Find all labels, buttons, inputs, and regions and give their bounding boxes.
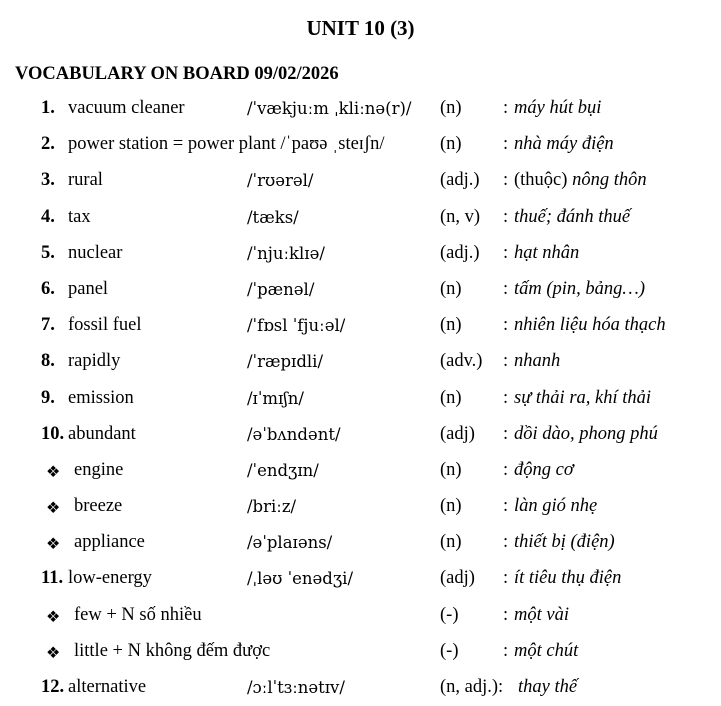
entry-word: nuclear — [68, 242, 123, 263]
entry-part-of-speech: (n, adj.): — [440, 677, 504, 697]
entry-separator: : — [503, 604, 509, 625]
entry-separator: : — [503, 496, 509, 517]
entry-separator: : — [503, 242, 509, 263]
entry-meaning-text: máy hút bụi — [514, 98, 602, 118]
entry-pronunciation: /ɪˈmɪʃn/ — [247, 388, 304, 408]
entry-pronunciation: /ˌləʊ ˈenədʒi/ — [247, 569, 354, 589]
entry-meaning — [518, 677, 577, 698]
vocab-entry — [0, 561, 721, 597]
entry-meaning — [514, 532, 615, 553]
entry-meaning-text: thuế; đánh thuế — [514, 206, 631, 227]
vocab-entry — [0, 344, 721, 380]
entry-pronunciation: /ˈpænəl/ — [247, 279, 315, 299]
entry-pronunciation: /ˈræpɪdli/ — [247, 352, 324, 372]
vocab-entry — [0, 272, 721, 308]
entry-meaning-text: thay thế — [518, 677, 578, 697]
entry-word: tax — [68, 206, 91, 227]
entry-meaning-text: dồi dào, phong phú — [514, 423, 658, 444]
entry-part-of-speech: (n, v) — [440, 206, 481, 227]
entry-part-of-speech: (n) — [440, 387, 462, 408]
entry-number: 9. — [41, 387, 55, 408]
diamond-bullet-icon: ❖ — [46, 608, 61, 626]
entry-part-of-speech: (adj) — [440, 423, 475, 444]
entry-word: appliance — [74, 532, 145, 553]
entry-pronunciation: /ˈnjuːklɪə/ — [247, 243, 325, 263]
vocab-entry — [0, 525, 721, 561]
entry-meaning-text: làn gió nhẹ — [514, 496, 598, 517]
diamond-bullet-icon: ❖ — [46, 500, 61, 518]
entry-separator: : — [503, 98, 509, 118]
vocab-entry — [0, 417, 721, 453]
entry-word: power station = power plant /ˈpaʊə ˌsteɪʃn/ — [68, 134, 385, 155]
entry-separator: : — [503, 532, 509, 553]
vocab-entry — [0, 634, 721, 670]
entry-separator: : — [503, 206, 509, 227]
diamond-bullet-icon: ❖ — [46, 536, 61, 554]
entry-meaning — [514, 496, 597, 517]
entry-meaning-prefix: (thuộc) — [514, 170, 573, 191]
entry-meaning — [514, 351, 560, 372]
entry-meaning-text: nhanh — [514, 351, 561, 372]
entry-part-of-speech: (-) — [440, 640, 459, 661]
entry-part-of-speech: (adv.) — [440, 351, 483, 372]
entry-meaning — [514, 170, 647, 191]
entry-word: breeze — [74, 496, 123, 517]
entry-meaning-text: sự thải ra, khí thải — [514, 387, 652, 408]
entry-separator: : — [503, 423, 509, 444]
entry-separator: : — [503, 134, 509, 155]
entry-separator: : — [503, 170, 509, 191]
vocab-entry — [0, 200, 721, 236]
vocab-entry — [0, 308, 721, 344]
entry-part-of-speech: (n) — [440, 496, 462, 517]
entry-meaning — [514, 388, 651, 409]
entry-word: low-energy — [68, 568, 152, 589]
entry-meaning — [514, 568, 621, 589]
entry-pronunciation: /ˈfɒsl ˈfjuːəl/ — [247, 316, 346, 336]
entry-word: fossil fuel — [68, 315, 142, 336]
entry-word: panel — [68, 278, 109, 299]
entry-meaning-text: thiết bị (điện) — [514, 532, 615, 553]
entry-meaning — [514, 424, 658, 445]
entry-part-of-speech: (adj.) — [440, 170, 480, 191]
entry-meaning-text: động cơ — [514, 459, 574, 480]
entry-meaning-text: ít tiêu thụ điện — [514, 568, 622, 589]
entry-meaning — [514, 98, 601, 119]
entry-word: vacuum cleaner — [68, 98, 185, 118]
vocab-entry — [0, 453, 721, 489]
entry-meaning-text: nhà máy điện — [514, 134, 614, 155]
vocabulary-heading: VOCABULARY ON BOARD 09/02/2026 — [15, 64, 339, 84]
entry-meaning-text: nông thôn — [572, 170, 647, 191]
vocab-entry — [0, 381, 721, 417]
entry-number: 5. — [41, 242, 55, 263]
diamond-bullet-icon: ❖ — [46, 463, 61, 481]
entry-meaning — [514, 207, 630, 228]
entry-part-of-speech: (n) — [440, 532, 462, 553]
entry-meaning — [514, 315, 666, 336]
entry-meaning — [514, 243, 579, 264]
entry-number: 12. — [41, 677, 65, 697]
entry-pronunciation: /ˈvækjuːm ˌkliːnə(r)/ — [247, 99, 412, 118]
entry-pronunciation: /tæks/ — [247, 207, 299, 227]
entry-separator: : — [503, 640, 509, 661]
entry-separator: : — [503, 278, 509, 299]
entry-part-of-speech: (n) — [440, 134, 462, 155]
vocab-entry — [0, 127, 721, 163]
entry-separator: : — [503, 568, 509, 589]
entry-word: abundant — [68, 423, 136, 444]
entry-separator: : — [503, 351, 509, 372]
entry-number: 10. — [41, 423, 65, 444]
entry-meaning — [514, 279, 645, 300]
entry-pronunciation: /ˈendʒɪn/ — [247, 460, 319, 480]
vocab-entry — [0, 91, 721, 127]
entry-meaning-text: một chút — [514, 640, 579, 661]
entry-number: 1. — [41, 98, 55, 118]
entry-word: rapidly — [68, 351, 121, 372]
entry-part-of-speech: (n) — [440, 98, 462, 118]
entry-word: few + N số nhiều — [74, 604, 202, 625]
entry-meaning — [514, 605, 569, 626]
entry-separator: : — [503, 315, 509, 336]
vocab-entry — [0, 670, 721, 706]
entry-word: emission — [68, 387, 134, 408]
entry-meaning — [514, 460, 574, 481]
entry-meaning — [514, 134, 614, 155]
vocabulary-list — [0, 91, 721, 706]
entry-pronunciation: /ˈrʊərəl/ — [247, 171, 314, 191]
entry-number: 3. — [41, 170, 55, 191]
entry-part-of-speech: (-) — [440, 604, 459, 625]
entry-part-of-speech: (adj.) — [440, 242, 480, 263]
vocab-entry — [0, 489, 721, 525]
entry-number: 7. — [41, 315, 55, 336]
entry-part-of-speech: (n) — [440, 278, 462, 299]
entry-meaning-text: một vài — [514, 604, 569, 625]
entry-pronunciation: /briːz/ — [247, 497, 297, 517]
entry-pronunciation: /ɔːlˈtɜːnətɪv/ — [247, 678, 345, 697]
entry-word: alternative — [68, 677, 147, 697]
entry-number: 8. — [41, 351, 55, 372]
entry-number: 4. — [41, 206, 55, 227]
vocab-entry — [0, 163, 721, 199]
entry-meaning-text: nhiên liệu hóa thạch — [514, 315, 666, 336]
entry-number: 2. — [41, 134, 55, 155]
page-title: UNIT 10 (3) — [306, 16, 415, 40]
entry-word: rural — [68, 170, 103, 191]
entry-pronunciation: /əˈplaɪəns/ — [247, 533, 333, 553]
entry-word: engine — [74, 459, 124, 480]
vocab-entry — [0, 598, 721, 634]
entry-pronunciation: /əˈbʌndənt/ — [247, 424, 341, 444]
vocab-entry — [0, 236, 721, 272]
entry-part-of-speech: (n) — [440, 315, 462, 336]
entry-number: 6. — [41, 278, 55, 299]
entry-word: little + N không đếm được — [74, 640, 271, 661]
diamond-bullet-icon: ❖ — [46, 644, 61, 662]
entry-meaning — [514, 641, 578, 662]
entry-separator: : — [503, 459, 509, 480]
entry-meaning-text: hạt nhân — [514, 242, 580, 263]
entry-meaning-text: tấm (pin, bảng…) — [514, 278, 646, 299]
entry-part-of-speech: (n) — [440, 459, 462, 480]
entry-number: 11. — [41, 568, 64, 589]
entry-part-of-speech: (adj) — [440, 568, 475, 589]
entry-separator: : — [503, 387, 509, 408]
